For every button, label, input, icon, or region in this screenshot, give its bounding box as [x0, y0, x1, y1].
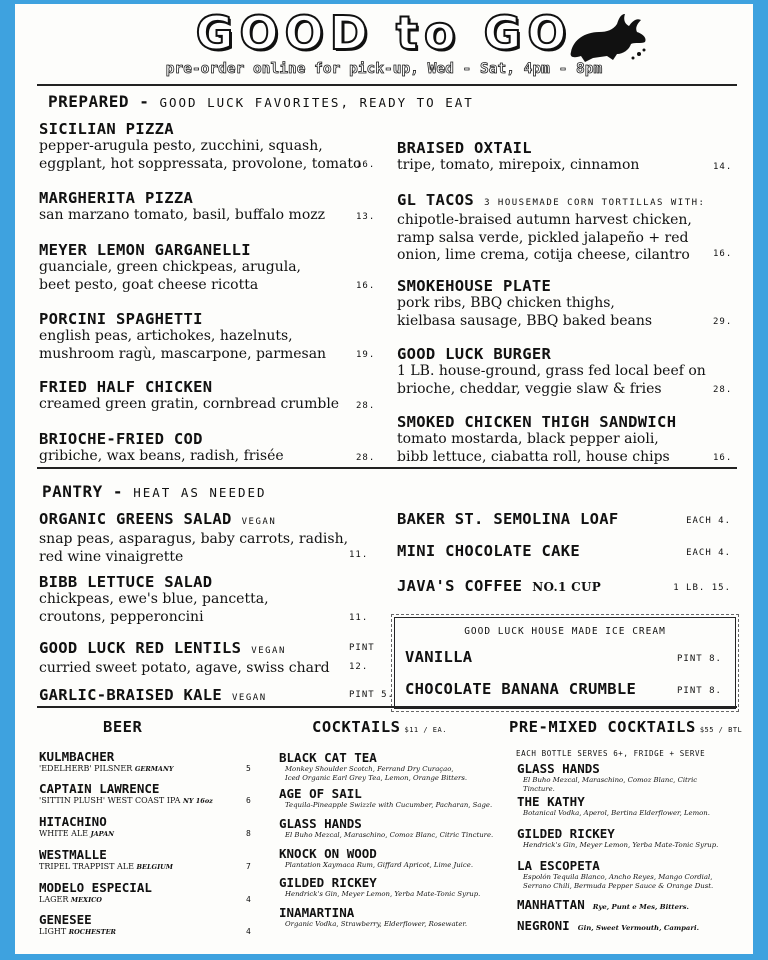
cocktail-name: AGE OF SAIL: [279, 786, 362, 801]
item-price: PINT 8.: [677, 654, 722, 664]
cocktail-item: [279, 905, 467, 929]
item-price: 16.: [713, 248, 733, 259]
menu-item: [39, 310, 326, 363]
premixed-description: El Buho Mezcal, Maraschino, Comoz Blanc, Citric Tincture.: [523, 776, 698, 793]
item-price: 11.: [349, 550, 369, 560]
cocktail-name: GILDED RICKEY: [279, 875, 377, 890]
menu-item: [397, 413, 676, 466]
item-description: chickpeas, ewe's blue, pancetta,: [39, 591, 269, 607]
beer-origin: NY 16oz: [182, 797, 213, 805]
cocktail-item: [279, 816, 493, 840]
cocktail-description: Plantation Xaymaca Rum, Giffard Apricot, Lime Juice.: [285, 861, 474, 869]
item-name: GOOD LUCK RED LENTILS VEGAN: [39, 639, 286, 657]
cocktail-item: [279, 875, 480, 899]
menu-item: [397, 510, 619, 528]
beer-name: MODELO ESPECIAL: [39, 880, 152, 895]
divider: [37, 467, 737, 470]
cocktail-name: BLACK CAT TEA: [279, 750, 377, 765]
item-note: NO.1 CUP: [532, 580, 602, 594]
beer-item: [39, 814, 114, 839]
item-name: CHOCOLATE BANANA CRUMBLE: [405, 680, 637, 698]
cocktail-description: Monkey Shoulder Scotch, Ferrand Dry Curaçao,: [285, 765, 454, 773]
menu-item: [397, 139, 639, 175]
item-price: EACH 4.: [686, 548, 731, 558]
menu-item: [397, 277, 652, 330]
beer-origin: MEXICO: [70, 896, 102, 904]
ice-cream-box: [394, 617, 736, 709]
beer-name: KULMBACHER: [39, 749, 115, 764]
item-price: 1 LB. 15.: [673, 583, 731, 593]
menu-item: [397, 191, 705, 265]
beer-item: [39, 912, 116, 937]
item-name: MEYER LEMON GARGANELLI: [39, 241, 251, 259]
item-description: 1 LB. house-ground, grass fed local beef on: [397, 363, 706, 379]
cocktail-description: Organic Vodka, Strawberry, Elderflower, Rosewater.: [285, 920, 468, 928]
beer-name: WESTMALLE: [39, 847, 107, 862]
item-name: BIBB LETTUCE SALAD: [39, 573, 213, 591]
cocktail-item: [279, 750, 467, 782]
pantry-heading: PANTRY - HEAT AS NEEDED: [42, 482, 267, 501]
beer-origin: BELGIUM: [136, 863, 173, 871]
item-name: GL TACOS 3 HOUSEMADE CORN TORTILLAS WITH:: [397, 191, 706, 209]
beer-name: GENESEE: [39, 912, 92, 927]
premixed-description: Rye, Punt e Mes, Bitters.: [592, 903, 689, 911]
item-name: BRIOCHE-FRIED COD: [39, 430, 203, 448]
beer-origin: ROCHESTER: [68, 928, 116, 936]
item-note: VEGAN: [241, 517, 277, 527]
item-description: gribiche, wax beans, radish, frisée: [39, 448, 284, 464]
menu-item: [39, 120, 361, 173]
item-price: 28.: [713, 385, 733, 395]
item-name: GOOD LUCK BURGER: [397, 345, 552, 363]
beer-price: 4: [246, 927, 252, 936]
premixed-item: [517, 918, 699, 933]
item-description: english peas, artichokes, hazelnuts,: [39, 328, 293, 344]
item-name: ORGANIC GREENS SALAD VEGAN: [39, 510, 277, 528]
item-description: pepper-arugula pesto, zucchini, squash,: [39, 138, 323, 154]
premixed-name: THE KATHY: [517, 794, 585, 809]
item-price: PINT 5.: [349, 690, 394, 700]
item-name: BAKER ST. SEMOLINA LOAF: [397, 510, 619, 528]
menu-page: [15, 4, 753, 954]
cocktail-description: El Buho Mezcal, Maraschino, Comoz Blanc, Citric Tincture.: [285, 831, 494, 839]
item-description: curried sweet potato, agave, swiss chard: [39, 660, 330, 676]
item-name: MINI CHOCOLATE CAKE: [397, 542, 581, 560]
item-note: 3 HOUSEMADE CORN TORTILLAS WITH:: [484, 198, 706, 208]
cocktail-description: Hendrick's Gin, Meyer Lemon, Yerba Mate-Tonic Syrup.: [285, 890, 481, 898]
beer-price: 5: [246, 764, 252, 773]
beer-description: 'EDELHERB' PILSNER GERMANY: [39, 764, 174, 773]
beer-item: [39, 781, 213, 806]
divider: [37, 706, 737, 709]
cocktail-name: KNOCK ON WOOD: [279, 846, 377, 861]
premixed-description: Espolón Tequila Blanco, Ancho Reyes, Mango Cordial, Serrano Chili, Bermuda Pepper Sauce & Orange Dust.: [523, 873, 714, 890]
item-price: 16.: [356, 160, 376, 170]
item-description: red wine vinaigrette: [39, 548, 184, 565]
item-description: eggplant, hot soppressata, provolone, tomato: [39, 155, 362, 172]
beer-price: 8: [246, 829, 252, 838]
item-description: croutons, pepperoncini: [39, 608, 204, 625]
premixed-item: [517, 897, 689, 912]
premixed-description: Botanical Vodka, Aperol, Bertina Elderflower, Lemon.: [523, 809, 710, 817]
item-description: ramp salsa verde, pickled jalapeño + red: [397, 229, 689, 246]
menu-item: [397, 345, 706, 398]
premixed-item: [517, 858, 728, 890]
item-name: SMOKED CHICKEN THIGH SANDWICH: [397, 413, 677, 431]
menu-item: [39, 430, 284, 466]
beer-price: 6: [246, 796, 252, 805]
menu-item: [39, 241, 301, 294]
item-description: pork ribs, BBQ chicken thighs,: [397, 295, 615, 311]
beer-heading: BEER: [103, 718, 143, 736]
item-price: 14.: [713, 161, 733, 172]
item-description: onion, lime crema, cotija cheese, cilantro: [397, 247, 690, 263]
menu-item: [39, 510, 348, 566]
menu-item: [397, 542, 580, 560]
item-description: snap peas, asparagus, baby carrots, radish,: [39, 531, 349, 547]
item-price: 19.: [356, 350, 376, 360]
item-description: tomato mostarda, black pepper aioli,: [397, 431, 659, 447]
ice-cream-flavor: [405, 648, 472, 666]
premixed-note: EACH BOTTLE SERVES 6+, FRIDGE + SERVE: [516, 749, 706, 758]
cocktails-heading: COCKTAILS $11 / EA.: [312, 718, 447, 736]
item-price: 29.: [713, 317, 733, 327]
beer-description: LAGER MEXICO: [39, 895, 102, 904]
item-name: SICILIAN PIZZA: [39, 120, 174, 138]
beer-description: WHITE ALE JAPAN: [39, 829, 115, 838]
cocktail-item: [279, 786, 492, 810]
item-price: 12.: [349, 661, 369, 672]
beer-description: 'SITTIN PLUSH' WEST COAST IPA NY 16oz: [39, 796, 213, 805]
item-description: guanciale, green chickpeas, arugula,: [39, 259, 302, 275]
beer-item: [39, 847, 173, 872]
cocktail-description: Iced Organic Earl Grey Tea, Lemon, Orange Bitters.: [285, 773, 468, 782]
item-name: MARGHERITA PIZZA: [39, 189, 194, 207]
premixed-name: GLASS HANDS: [517, 761, 600, 776]
premixed-name: GILDED RICKEY: [517, 826, 615, 841]
beer-name: HITACHINO: [39, 814, 107, 829]
item-description: san marzano tomato, basil, buffalo mozz: [39, 207, 325, 223]
item-description: brioche, cheddar, veggie slaw & fries: [397, 380, 662, 397]
cocktail-item: [279, 846, 473, 870]
premixed-heading: PRE-MIXED COCKTAILS $55 / BTL: [509, 718, 743, 736]
item-price: 28.: [356, 452, 376, 463]
item-name: VANILLA: [405, 648, 473, 666]
item-price: 16.: [356, 281, 376, 291]
divider: [37, 84, 737, 87]
premixed-name: LA ESCOPETA: [517, 858, 600, 873]
beer-origin: JAPAN: [90, 830, 115, 838]
item-description: chipotle-braised autumn harvest chicken,: [397, 212, 692, 228]
item-price: PINT 8.: [677, 686, 722, 696]
ice-cream-flavor: [405, 680, 636, 698]
item-price: 13.: [356, 211, 376, 222]
beer-price: 4: [246, 895, 252, 904]
beer-origin: GERMANY: [134, 765, 174, 773]
premixed-description: Gin, Sweet Vermouth, Campari.: [577, 924, 700, 932]
beer-item: [39, 749, 174, 774]
item-description: bibb lettuce, ciabatta roll, house chips: [397, 448, 670, 465]
menu-subtitle: pre-order online for pick-up, Wed - Sat, 4pm - 8pm: [165, 61, 603, 77]
item-name: BRAISED OXTAIL: [397, 139, 532, 157]
item-name: GARLIC-BRAISED KALE VEGAN: [39, 686, 267, 704]
item-name: FRIED HALF CHICKEN: [39, 378, 213, 396]
item-name: JAVA'S COFFEE NO.1 CUP: [397, 577, 602, 595]
menu-item: [39, 686, 267, 707]
cocktail-name: GLASS HANDS: [279, 816, 362, 831]
rabbit-icon: [563, 12, 649, 64]
menu-item: [397, 577, 601, 597]
item-price: 16.: [713, 453, 733, 463]
item-price: EACH 4.: [686, 516, 731, 526]
item-description: tripe, tomato, mirepoix, cinnamon: [397, 157, 640, 173]
item-price: 28.: [356, 400, 376, 411]
ice-cream-heading: GOOD LUCK HOUSE MADE ICE CREAM: [464, 626, 666, 637]
item-note: VEGAN: [251, 646, 286, 656]
item-description: beet pesto, goat cheese ricotta: [39, 276, 259, 293]
beer-name: CAPTAIN LAWRENCE: [39, 781, 160, 796]
menu-title: GOOD to GO: [195, 6, 573, 60]
menu-item: [39, 189, 325, 225]
prepared-heading: PREPARED - GOOD LUCK FAVORITES, READY TO EAT: [48, 92, 474, 111]
item-price: 11.: [349, 613, 369, 623]
menu-item: [39, 639, 330, 678]
cocktail-description: Tequila-Pineapple Swizzle with Cucumber, Pacharan, Sage.: [285, 801, 493, 809]
premixed-description: Hendrick's Gin, Meyer Lemon, Yerba Mate-Tonic Syrup.: [523, 841, 719, 849]
premixed-item: [517, 761, 728, 793]
menu-item: [39, 573, 269, 626]
beer-price: 7: [246, 862, 252, 871]
beer-description: LIGHT ROCHESTER: [39, 927, 116, 936]
item-note: VEGAN: [232, 693, 267, 703]
item-description: mushroom ragù, mascarpone, parmesan: [39, 345, 327, 362]
item-description: creamed green gratin, cornbread crumble: [39, 396, 340, 412]
item-name: PORCINI SPAGHETTI: [39, 310, 203, 328]
item-name: SMOKEHOUSE PLATE: [397, 277, 552, 295]
premixed-name: MANHATTAN Rye, Punt e Mes, Bitters.: [517, 897, 689, 912]
beer-description: TRIPEL TRAPPIST ALE BELGIUM: [39, 862, 173, 871]
item-unit: PINT: [349, 643, 375, 653]
cocktail-name: INAMARTINA: [279, 905, 355, 920]
beer-item: [39, 880, 152, 905]
premixed-name: NEGRONI Gin, Sweet Vermouth, Campari.: [517, 918, 700, 933]
premixed-item: [517, 794, 728, 818]
premixed-item: [517, 826, 728, 850]
menu-item: [39, 378, 339, 414]
item-description: kielbasa sausage, BBQ baked beans: [397, 312, 653, 329]
